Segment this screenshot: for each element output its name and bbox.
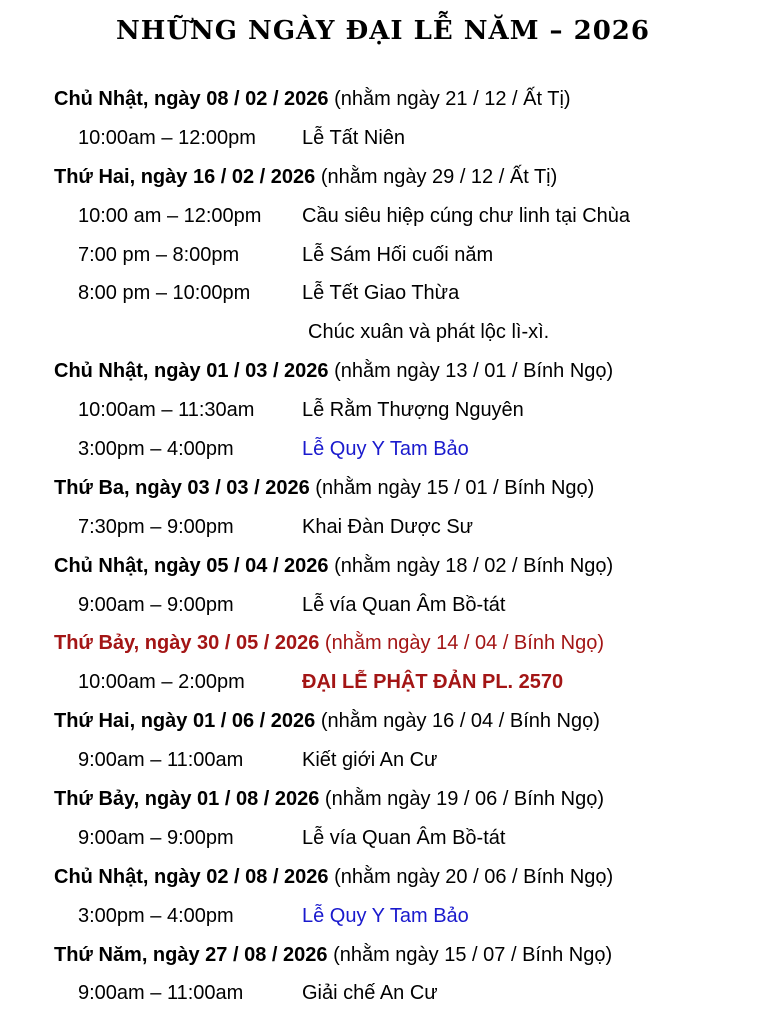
event-time: 3:00pm – 4:00pm [78, 904, 234, 927]
event-date-row [0, 80, 766, 119]
lunar-date: (nhằm ngày 18 / 02 / Bính Ngọ) [334, 554, 614, 577]
lunar-date: (nhằm ngày 29 / 12 / Ất Tị) [320, 165, 558, 188]
event-list [0, 80, 766, 1013]
event-time: 7:30pm – 9:00pm [78, 515, 234, 538]
event-name: Lễ Rằm Thượng Nguyên [302, 399, 524, 422]
event-date-row [0, 936, 766, 975]
event-name: Lễ vía Quan Âm Bồ-tát [302, 593, 506, 616]
event-name-highlight: Lễ Quy Y Tam Bảo [302, 438, 469, 461]
event-name: Khai Đàn Dược Sư [302, 515, 474, 538]
event-item [0, 819, 766, 858]
event-date-row [0, 158, 766, 197]
event-name: Lễ vía Quan Âm Bồ-tát [302, 826, 506, 849]
event-time: 7:00 pm – 8:00pm [78, 243, 240, 266]
event-date: Chủ Nhật, ngày 01 / 03 / 2026 [54, 360, 329, 383]
event-time: 9:00am – 9:00pm [78, 593, 234, 616]
event-name: Lễ Tết Giao Thừa [302, 282, 460, 305]
lunar-date: (nhằm ngày 20 / 06 / Bính Ngọ) [334, 865, 614, 888]
event-date: Thứ Hai, ngày 16 / 02 / 2026 [54, 165, 316, 188]
event-item [0, 663, 766, 702]
event-date-row [0, 547, 766, 586]
event-time: 10:00 am – 12:00pm [78, 204, 262, 227]
event-item [0, 197, 766, 236]
event-date: Chủ Nhật, ngày 02 / 08 / 2026 [54, 865, 329, 888]
lunar-date: (nhằm ngày 15 / 01 / Bính Ngọ) [315, 476, 595, 499]
event-item [0, 508, 766, 547]
lunar-date: (nhằm ngày 19 / 06 / Bính Ngọ) [324, 788, 604, 811]
event-item [0, 430, 766, 469]
lunar-date: (nhằm ngày 14 / 04 / Bính Ngọ) [324, 632, 604, 655]
event-time: 9:00am – 9:00pm [78, 826, 234, 849]
event-item [0, 741, 766, 780]
event-name: Cầu siêu hiệp cúng chư linh tại Chùa [302, 204, 631, 227]
event-item [0, 974, 766, 1013]
event-date: Thứ Bảy, ngày 30 / 05 / 2026 [54, 632, 320, 655]
event-name: Giải chế An Cư [302, 982, 438, 1005]
event-date: Thứ Ba, ngày 03 / 03 / 2026 [54, 476, 310, 499]
event-name-highlight: Lễ Quy Y Tam Bảo [302, 904, 469, 927]
event-date-row [0, 780, 766, 819]
event-time: 3:00pm – 4:00pm [78, 438, 234, 461]
event-item [0, 391, 766, 430]
event-note: Chúc xuân và phát lộc lì-xì. [308, 321, 550, 344]
event-item [0, 274, 766, 313]
event-date-row [0, 702, 766, 741]
event-item [0, 119, 766, 158]
event-time: 9:00am – 11:00am [78, 982, 244, 1005]
lunar-date: (nhằm ngày 21 / 12 / Ất Tị) [334, 88, 571, 110]
event-item [0, 897, 766, 936]
event-note-row [0, 313, 766, 352]
event-item [0, 236, 766, 275]
event-date-row [0, 469, 766, 508]
event-date: Chủ Nhật, ngày 05 / 04 / 2026 [54, 554, 329, 577]
event-item [0, 586, 766, 625]
event-date-row-highlight [0, 624, 766, 663]
event-name: Lễ Sám Hối cuối năm [302, 243, 494, 266]
event-time: 8:00 pm – 10:00pm [78, 282, 251, 305]
event-name-highlight: ĐẠI LỄ PHẬT ĐẢN PL. 2570 [302, 671, 564, 694]
event-date: Thứ Hai, ngày 01 / 06 / 2026 [54, 710, 316, 733]
lunar-date: (nhằm ngày 15 / 07 / Bính Ngọ) [333, 943, 613, 966]
event-time: 10:00am – 2:00pm [78, 671, 245, 694]
event-name: Lễ Tất Niên [302, 126, 406, 149]
event-time: 9:00am – 11:00am [78, 749, 244, 772]
lunar-date: (nhằm ngày 13 / 01 / Bính Ngọ) [334, 360, 614, 383]
event-date-row [0, 858, 766, 897]
event-time: 10:00am – 12:00pm [78, 126, 256, 149]
event-name: Kiết giới An Cư [302, 749, 438, 772]
event-date: Thứ Năm, ngày 27 / 08 / 2026 [54, 943, 328, 966]
event-time: 10:00am – 11:30am [78, 399, 255, 422]
event-date: Chủ Nhật, ngày 08 / 02 / 2026 [54, 88, 329, 110]
page-title: NHỮNG NGÀY ĐẠI LỄ NĂM – 2026 [116, 16, 650, 46]
event-date: Thứ Bảy, ngày 01 / 08 / 2026 [54, 788, 320, 811]
event-date-row [0, 352, 766, 391]
lunar-date: (nhằm ngày 16 / 04 / Bính Ngọ) [320, 710, 600, 733]
